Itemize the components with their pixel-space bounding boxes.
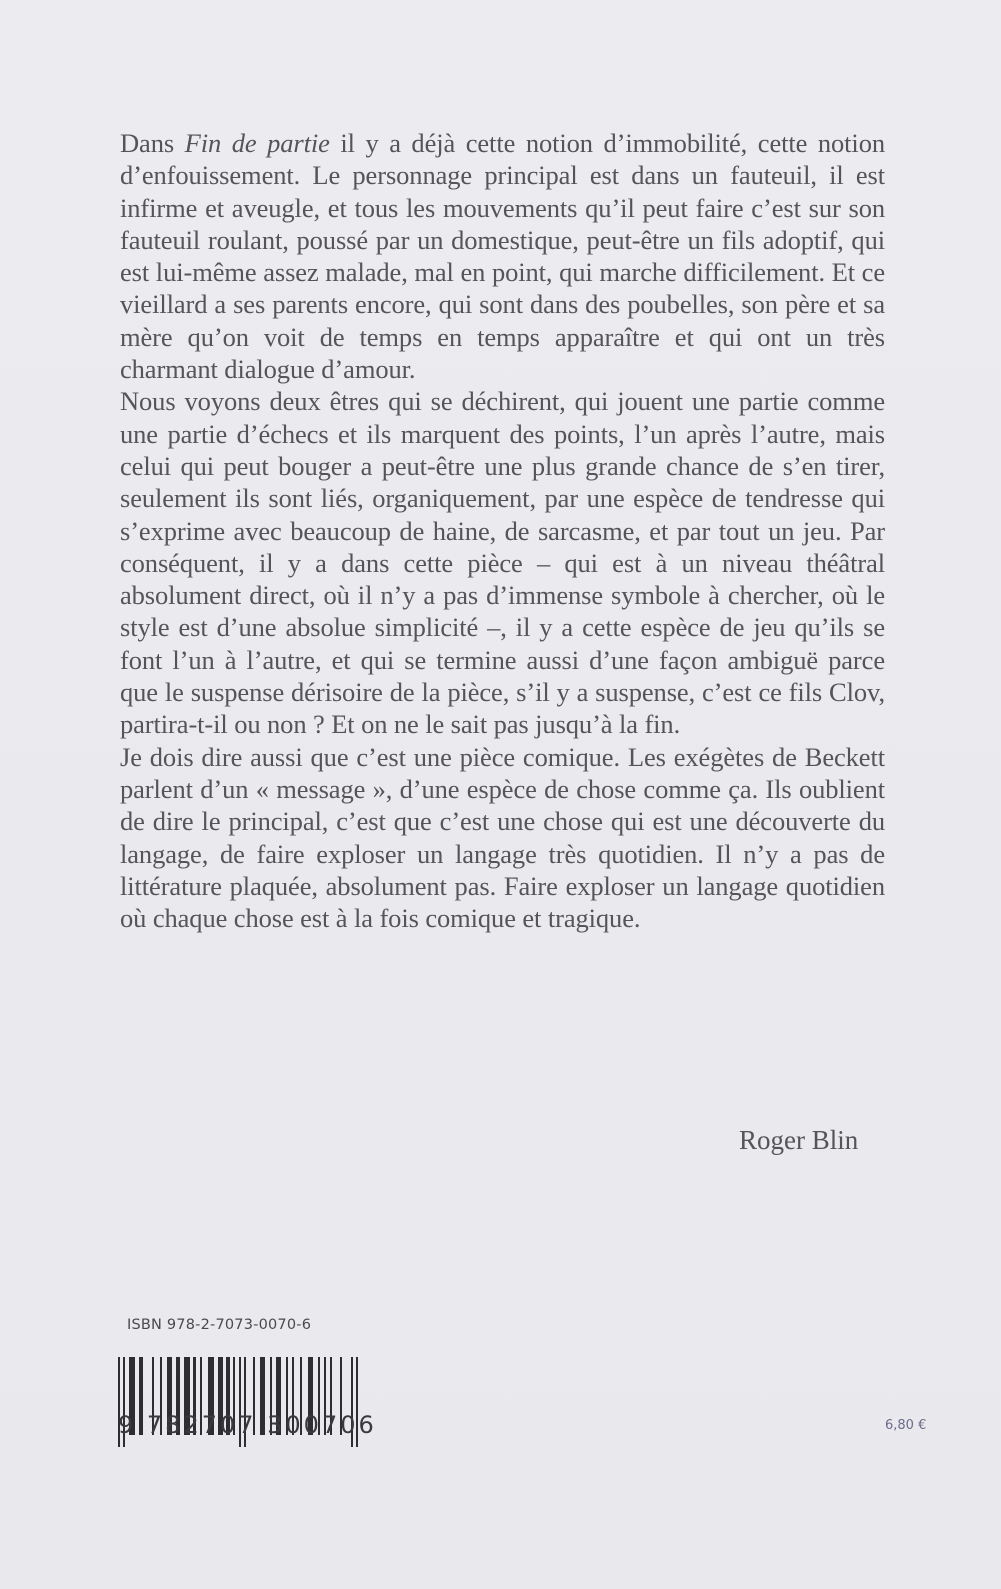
paragraph-1: [120, 127, 885, 385]
paragraph-1-body: il y a déjà cette notion d’immobilité, cette notion d’enfouissement. Le personnage principal est dans un fauteuil, il est infirme et aveugle, et tous les mouvements qu’il peut faire c’est sur son fauteuil roulant, poussé par un domestique, peut-être un fils adoptif, qui est lui-même assez malade, mal en point, qui marche difficilement. Et ce vieillard a ses parents encore, qui sont dans des poubelles, son père et sa mère qu’on voit de temps en temps apparaître et qui ont un très charmant dialogue d’amour.: [120, 128, 885, 385]
price-label: 6,80 €: [885, 1418, 927, 1433]
paragraph-3: Je dois dire aussi que c’est une pièce comique. Les exégètes de Beckett parlent d’un « message », d’une espèce de chose comme ça. Ils oublient de dire le principal, c’est que c’est une chose qui est une découverte du langage, de faire exploser un langage très quotidien. Il n’y a pas de littérature plaquée, absolument pas. Faire exploser un langage quotidien où chaque chose est à la fois comique et tragique.: [120, 741, 885, 934]
isbn-label: ISBN 978-2-7073-0070-6: [127, 1317, 312, 1333]
paragraph-1-lead: Dans: [120, 128, 185, 158]
barcode-digits: 9 782707 300706: [118, 1411, 377, 1439]
author-signature: Roger Blin: [739, 1125, 859, 1155]
play-title: Fin de partie: [184, 128, 330, 158]
blurb-text: [120, 127, 885, 934]
paragraph-2: Nous voyons deux êtres qui se déchirent, qui jouent une partie comme une partie d’échecs et ils marquent des points, l’un après l’autre, mais celui qui peut bouger a peut-être une plus grande chance de s’en tirer, seulement ils sont liés, organiquement, par une espèce de tendresse qui s’exprime avec beaucoup de haine, de sarcasme, et par tout un jeu. Par conséquent, il y a dans cette pièce – qui est à un niveau théâtral absolument direct, où il n’y a pas d’immense symbole à chercher, où le style est d’une absolue simplicité –, il y a cette espèce de jeu qu’ils se font l’un à l’autre, et qui se termine aussi d’une façon ambiguë parce que le suspense dérisoire de la pièce, s’il y a suspense, c’est ce fils Clov, partira-t-il ou non ? Et on ne le sait pas jusqu’à la fin.: [120, 386, 885, 740]
